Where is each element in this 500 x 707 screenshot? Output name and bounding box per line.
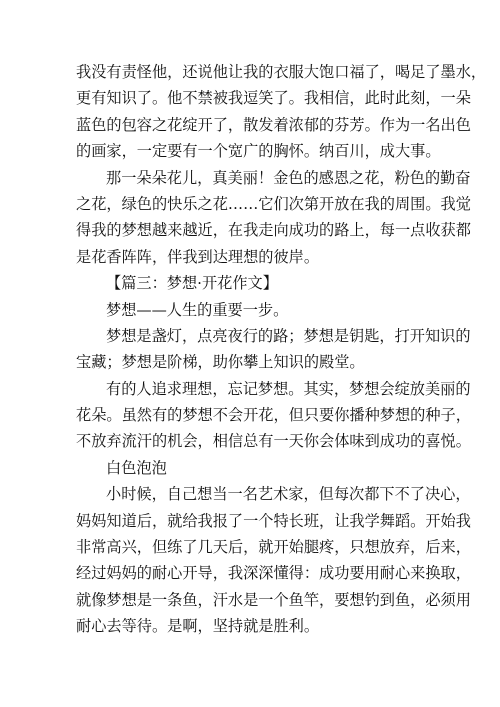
text-line: 的画家，一定要有一个宽广的胸怀。纳百川，成大事。: [76, 142, 441, 161]
paragraph-start-line: 梦想——人生的重要一步。: [106, 300, 289, 319]
text-line: 就像梦想是一条鱼，汗水是一个鱼竿，要想钓到鱼，必须用: [76, 590, 471, 609]
text-line: 我没有责怪他，还说他让我的衣服大饱口福了，喝足了墨水，: [76, 63, 487, 81]
essay-text: [76, 59, 487, 640]
paragraph-start-line: 小时候，自己想当一名艺术家，但每次都下不了决心，: [106, 485, 471, 504]
text-line: 得我的梦想越来越近，在我走向成功的路上，每一点收获都: [76, 221, 471, 240]
text-line: 更有知识了。他不禁被我逗笑了。我相信，此时此刻，一朵: [76, 89, 471, 108]
text-line: 耐心去等待。是啊，坚持就是胜利。: [76, 617, 319, 636]
text-line: 蓝色的包容之花绽开了，散发着浓郁的芬芳。作为一名出色: [76, 115, 471, 134]
text-line: 之花，绿色的快乐之花……它们次第开放在我的周围。我觉: [76, 194, 471, 213]
text-line: 妈妈知道后，就给我报了一个特长班，让我学舞蹈。开始我: [76, 511, 471, 530]
section-heading: 【篇三：梦想·开花作文】: [106, 274, 278, 293]
text-line: 非常高兴，但练了几天后，就开始腿疼，只想放弃，后来，: [76, 538, 471, 557]
text-line: 是花香阵阵，伴我到达理想的彼岸。: [76, 247, 319, 266]
text-line: 花朵。虽然有的梦想不会开花，但只要你播种梦想的种子，: [76, 406, 471, 425]
paragraph-start-line: 梦想是盏灯，点亮夜行的路；梦想是钥匙，打开知识的: [106, 326, 471, 345]
text-line: 经过妈妈的耐心开导，我深深懂得：成功要用耐心来换取，: [76, 564, 471, 583]
text-line: 宝藏；梦想是阶梯，助你攀上知识的殿堂。: [76, 353, 365, 372]
paragraph-start-line: 那一朵朵花儿，真美丽！金色的感恩之花，粉色的勤奋: [106, 168, 471, 187]
subheading: 白色泡泡: [106, 458, 167, 477]
paragraph-start-line: 有的人追求理想，忘记梦想。其实，梦想会绽放美丽的: [106, 379, 471, 398]
text-line: 不放弃流汗的机会，相信总有一天你会体味到成功的喜悦。: [76, 432, 471, 451]
